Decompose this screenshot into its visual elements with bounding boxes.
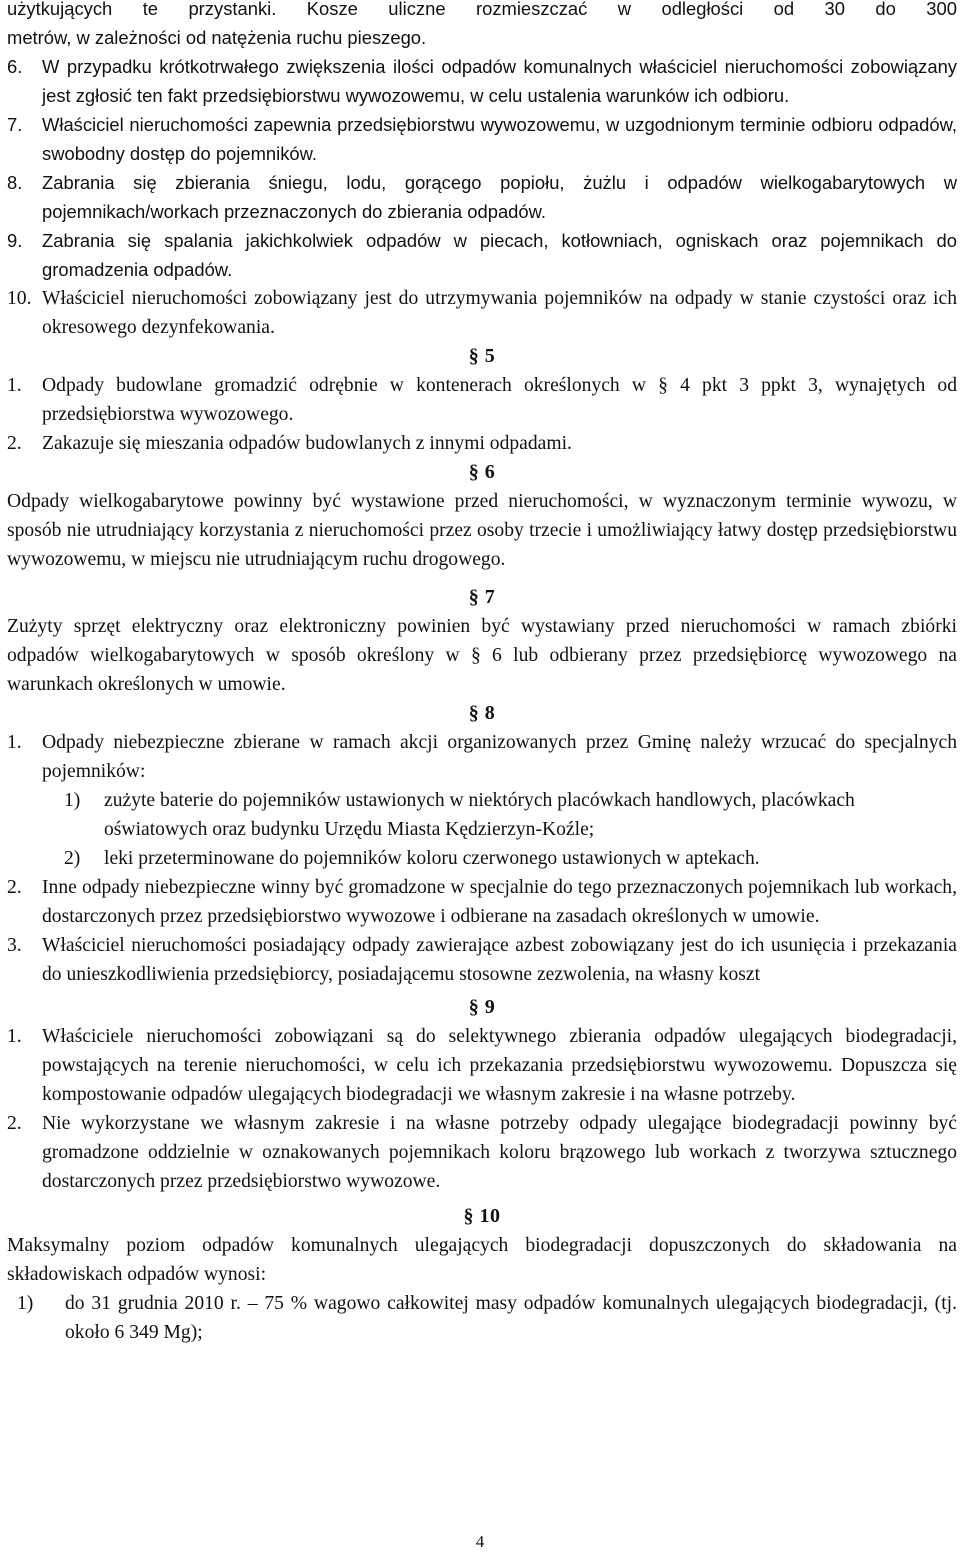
item-text: leki przeterminowane do pojemników koloru czerwonego ustawionych w aptekach. bbox=[104, 848, 760, 869]
item-text: Odpady niebezpieczne zbierane w ramach akcji organizowanych przez Gminę należy wrzucać do specjalnych pojemników: bbox=[42, 732, 957, 782]
sub-list-item bbox=[7, 786, 957, 844]
paragraph: Zużyty sprzęt elektryczny oraz elektroniczny powinien być wystawiany przed nieruchomości w ramach zbiórki odpadów wielkogabarytowych w sposób określony w § 6 lub odbierany przez przedsiębiorcę wywozowego na warunkach określonych w umowie. bbox=[7, 616, 957, 695]
item-text: do 31 grudnia 2010 r. – 75 % wagowo całkowitej masy odpadów komunalnych ulegających biodegradacji, (tj. około 6 349 Mg); bbox=[65, 1293, 957, 1343]
item-number: 1. bbox=[7, 375, 22, 396]
document-page bbox=[7, 0, 957, 1347]
section-heading: § 10 bbox=[463, 1205, 501, 1227]
item-number: 6. bbox=[7, 56, 23, 77]
list-item bbox=[7, 168, 957, 226]
section-heading: § 8 bbox=[468, 702, 496, 724]
item-text: Odpady budowlane gromadzić odrębnie w kontenerach określonych w § 4 pkt 3 ppkt 3, wynajętych od przedsiębiorstwa wywozowego. bbox=[42, 375, 957, 425]
section-heading: § 7 bbox=[468, 586, 496, 608]
list-item bbox=[7, 429, 957, 458]
intro-line: metrów, w zależności od natężenia ruchu pieszego. bbox=[7, 27, 427, 48]
list-item bbox=[7, 1109, 957, 1196]
item-text: Właściciel nieruchomości zobowiązany jest do utrzymywania pojemników na odpady w stanie czystości oraz ich okresowego dezynfekowania. bbox=[42, 288, 957, 338]
section-heading: § 9 bbox=[468, 996, 496, 1018]
list-item bbox=[7, 1022, 957, 1109]
list-item bbox=[7, 226, 957, 284]
item-text: Właściciele nieruchomości zobowiązani są do selektywnego zbierania odpadów ulegających biodegradacji, powstających na terenie nieruchomości, w celu ich przekazania przedsiębiorstwu wywozowemu. Dopuszcza się kompostowanie odpadów ulegających biodegradacji we własnym zakresie i na własne potrzeby. bbox=[42, 1026, 957, 1105]
item-number: 8. bbox=[7, 172, 23, 193]
item-number: 2. bbox=[7, 1113, 22, 1134]
item-number: 3. bbox=[7, 935, 22, 956]
item-text: Zabrania się spalania jakichkolwiek odpadów w piecach, kotłowniach, ogniskach oraz pojemnikach do gromadzenia odpadów. bbox=[42, 230, 957, 280]
item-number: 1. bbox=[7, 1026, 22, 1047]
page-number: 4 bbox=[475, 1532, 485, 1551]
section-heading: § 6 bbox=[468, 461, 496, 483]
item-text: Właściciel nieruchomości posiadający odpady zawierające azbest zobowiązany jest do ich usunięcia i przekazania do unieszkodliwienia przedsiębiorcy, posiadającemu stosowne zezwolenia, na własny koszt bbox=[42, 935, 957, 985]
intro-line: użytkujących te przystanki. Kosze uliczne rozmieszczać w odległości od 30 do 300 bbox=[7, 0, 957, 19]
item-number: 2. bbox=[7, 433, 22, 454]
list-item bbox=[7, 284, 957, 342]
item-text: Zabrania się zbierania śniegu, lodu, gorącego popiołu, żużlu i odpadów wielkogabarytowych w pojemnikach/workach przeznaczonych do zbierania odpadów. bbox=[42, 172, 957, 222]
item-text: Inne odpady niebezpieczne winny być gromadzone w specjalnie do tego przeznaczonych pojemnikach lub workach, dostarczonych przez przedsiębiorstwo wywozowe i odbierane na zasadach określonych w umowie. bbox=[42, 877, 957, 927]
item-number: 1. bbox=[7, 732, 22, 753]
paragraph: Odpady wielkogabarytowe powinny być wystawione przed nieruchomości, w wyznaczonym terminie wywozu, w sposób nie utrudniający korzystania z nieruchomości przez osoby trzecie i umożliwiający łatwy dostęp przedsiębiorstwu wywozowemu, w miejscu nie utrudniającym ruchu drogowego. bbox=[7, 491, 957, 570]
list-item bbox=[7, 52, 957, 110]
paragraph: Maksymalny poziom odpadów komunalnych ulegających biodegradacji dopuszczonych do składowania na składowiskach odpadów wynosi: bbox=[7, 1235, 957, 1285]
list-item bbox=[7, 931, 957, 989]
list-item bbox=[7, 1289, 957, 1347]
item-text: Właściciel nieruchomości zapewnia przedsiębiorstwu wywozowemu, w uzgodnionym terminie odbioru odpadów, swobodny dostęp do pojemników. bbox=[42, 114, 957, 164]
item-text: W przypadku krótkotrwałego zwiększenia ilości odpadów komunalnych właściciel nieruchomości zobowiązany jest zgłosić ten fakt przedsiębiorstwu wywozowemu, w celu ustalenia warunków ich odbioru. bbox=[42, 56, 957, 106]
item-text: Nie wykorzystane we własnym zakresie i na własne potrzeby odpady ulegające biodegradacji powinny być gromadzone oddzielnie w oznakowanych pojemnikach koloru brązowego lub workach z tworzywa sztucznego dostarczonych przez przedsiębiorstwo wywozowe. bbox=[42, 1113, 957, 1192]
list-item bbox=[7, 728, 957, 786]
section-heading: § 5 bbox=[468, 345, 496, 367]
item-number: 2. bbox=[7, 877, 22, 898]
list-item bbox=[7, 110, 957, 168]
item-text: Zakazuje się mieszania odpadów budowlanych z innymi odpadami. bbox=[42, 433, 572, 454]
item-number: 9. bbox=[7, 230, 23, 251]
item-number: 10. bbox=[7, 288, 32, 309]
list-item bbox=[7, 371, 957, 429]
list-item bbox=[7, 873, 957, 931]
item-number: 7. bbox=[7, 114, 23, 135]
sub-list-item bbox=[7, 844, 957, 873]
item-text: zużyte baterie do pojemników ustawionych w niektórych placówkach handlowych, placówkach oświatowych oraz budynku Urzędu Miasta Kędzierzyn-Koźle; bbox=[104, 790, 855, 840]
item-number: 1) bbox=[64, 790, 81, 811]
item-number: 2) bbox=[64, 848, 81, 869]
item-number: 1) bbox=[17, 1293, 34, 1314]
